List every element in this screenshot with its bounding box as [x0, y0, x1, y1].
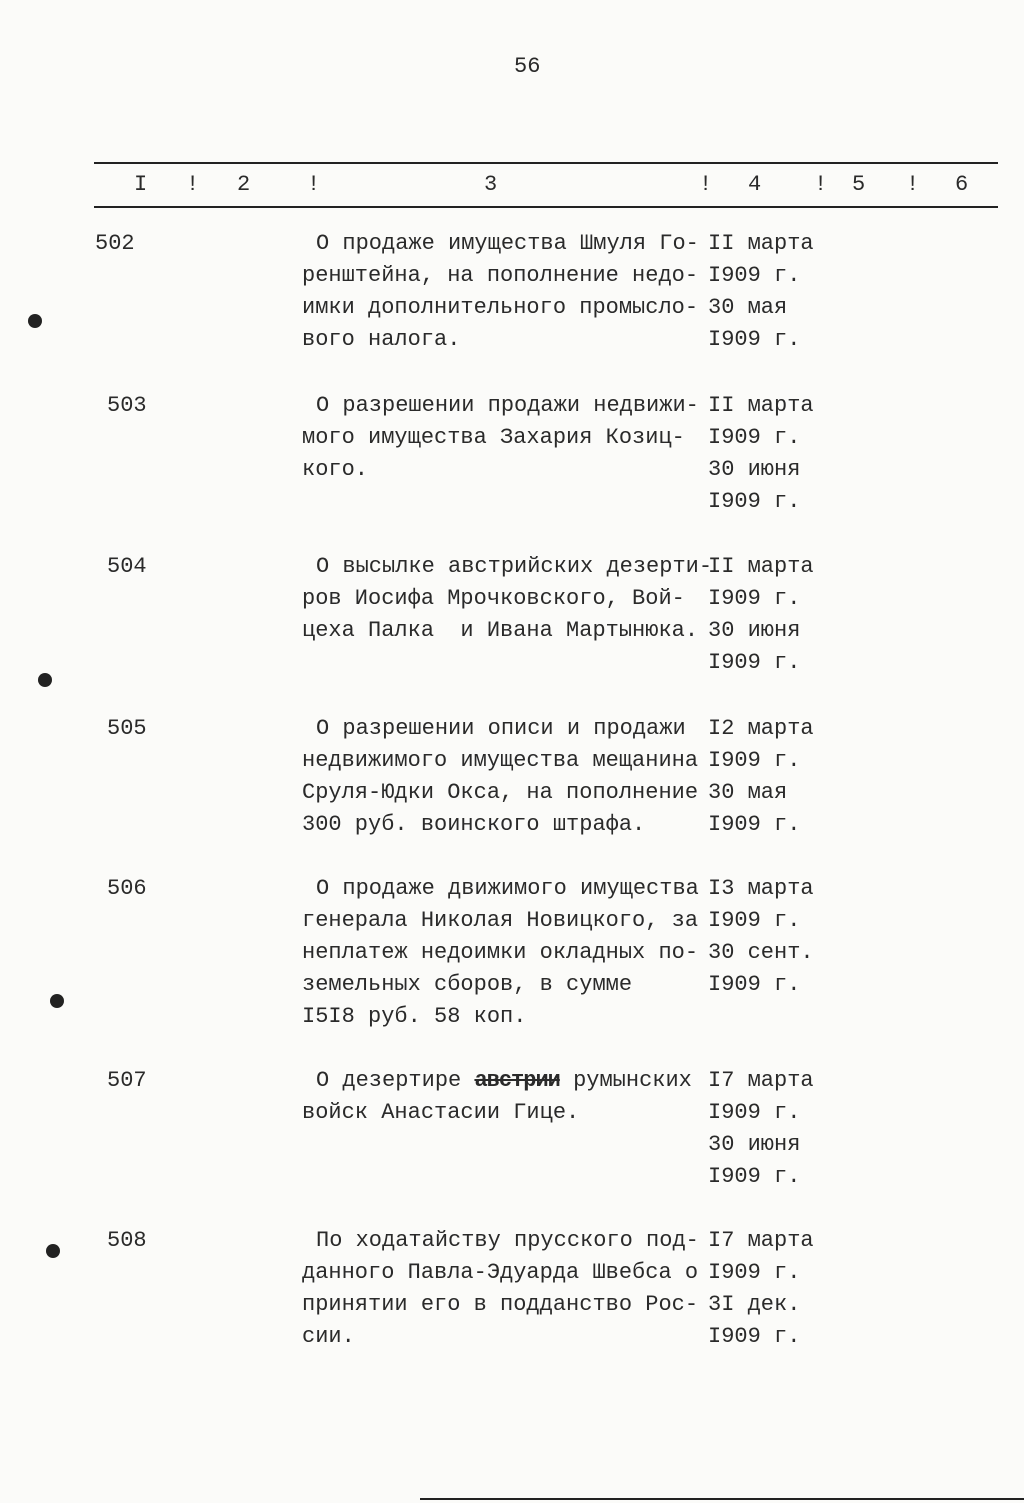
date-line: I7 марта [708, 1068, 814, 1093]
description-line: данного Павла-Эдуарда Швебса о [302, 1260, 699, 1285]
date-line: II марта [708, 554, 814, 579]
date-line: I909 г. [708, 1164, 801, 1189]
description-text: румынских [573, 1068, 692, 1093]
bottom-rule [420, 1498, 1024, 1500]
description-line: генерала Николая Новицкого, за [302, 908, 699, 933]
description-line: земельных сборов, в сумме [302, 972, 633, 997]
description-line: недвижимого имущества мещанина [302, 748, 699, 773]
record-number: 504 [107, 554, 147, 579]
column-header-6: 6 [955, 172, 969, 197]
description-line: имки дополнительного промысло- [302, 295, 699, 320]
column-header-3: 3 [484, 172, 498, 197]
column-separator: ! [307, 172, 321, 197]
date-line: I3 марта [708, 876, 814, 901]
date-line: I909 г. [708, 1100, 801, 1125]
record-number: 507 [107, 1068, 147, 1093]
punch-hole-mark [50, 994, 64, 1008]
description-line: О разрешении описи и продажи [316, 716, 686, 741]
column-separator: ! [906, 172, 920, 197]
description-line: Сруля-Юдки Окса, на пополнение [302, 780, 699, 805]
date-line: I909 г. [708, 972, 801, 997]
column-header-4: 4 [748, 172, 762, 197]
date-line: 30 июня [708, 1132, 801, 1157]
column-separator: ! [186, 172, 200, 197]
date-line: I7 марта [708, 1228, 814, 1253]
punch-hole-mark [46, 1244, 60, 1258]
column-separator: ! [814, 172, 828, 197]
description-line: О разрешении продажи недвижи- [316, 393, 699, 418]
punch-hole-mark [38, 673, 52, 687]
date-line: I909 г. [708, 812, 801, 837]
date-line: I909 г. [708, 650, 801, 675]
description-line: вого налога. [302, 327, 461, 352]
record-number: 503 [107, 393, 147, 418]
table-header-rule [94, 206, 998, 208]
description-line: принятии его в подданство Рос- [302, 1292, 699, 1317]
record-number: 508 [107, 1228, 147, 1253]
date-line: I2 марта [708, 716, 814, 741]
description-line: мого имущества Захария Козиц- [302, 425, 685, 450]
struck-out-word: австрии [474, 1068, 560, 1093]
description-line: По ходатайству прусского под- [316, 1228, 699, 1253]
description-line: кого. [302, 457, 369, 482]
column-header-2: 2 [237, 172, 251, 197]
description-line: О высылке австрийских дезерти- [316, 554, 713, 579]
date-line: I909 г. [708, 748, 801, 773]
date-line: 3I дек. [708, 1292, 801, 1317]
date-line: I909 г. [708, 586, 801, 611]
description-line: неплатеж недоимки окладных по- [302, 940, 699, 965]
record-number: 506 [107, 876, 147, 901]
date-line: I909 г. [708, 1324, 801, 1349]
date-line: 30 мая [708, 780, 788, 805]
date-line: I909 г. [708, 908, 801, 933]
description-line: О продаже имущества Шмуля Го- [316, 231, 699, 256]
description-line: цеха Палка и Ивана Мартынюка. [302, 618, 699, 643]
date-line: I909 г. [708, 425, 801, 450]
date-line: 30 мая [708, 295, 788, 320]
description-line: О продаже движимого имущества [316, 876, 699, 901]
description-line [316, 1065, 692, 1097]
description-text: О дезертире [316, 1068, 462, 1093]
date-line: I909 г. [708, 327, 801, 352]
description-line: I5I8 руб. 58 коп. [302, 1004, 527, 1029]
description-line: войск Анастасии Гице. [302, 1100, 580, 1125]
page-number: 56 [514, 54, 541, 79]
description-line: ров Иосифа Мрочковского, Вой- [302, 586, 685, 611]
description-line: ренштейна, на пополнение недо- [302, 263, 699, 288]
column-header-1: I [134, 172, 148, 197]
date-line: I909 г. [708, 489, 801, 514]
date-line: II марта [708, 231, 814, 256]
date-line: I909 г. [708, 263, 801, 288]
punch-hole-mark [28, 314, 42, 328]
column-header-5: 5 [852, 172, 866, 197]
record-number: 505 [107, 716, 147, 741]
date-line: I909 г. [708, 1260, 801, 1285]
date-line: 30 июня [708, 618, 801, 643]
record-number: 502 [95, 231, 135, 256]
description-line: сии. [302, 1324, 355, 1349]
table-top-rule [94, 162, 998, 164]
description-line: 300 руб. воинского штрафа. [302, 812, 646, 837]
date-line: 30 июня [708, 457, 801, 482]
column-separator: ! [699, 172, 713, 197]
date-line: 30 сент. [708, 940, 814, 965]
date-line: II марта [708, 393, 814, 418]
